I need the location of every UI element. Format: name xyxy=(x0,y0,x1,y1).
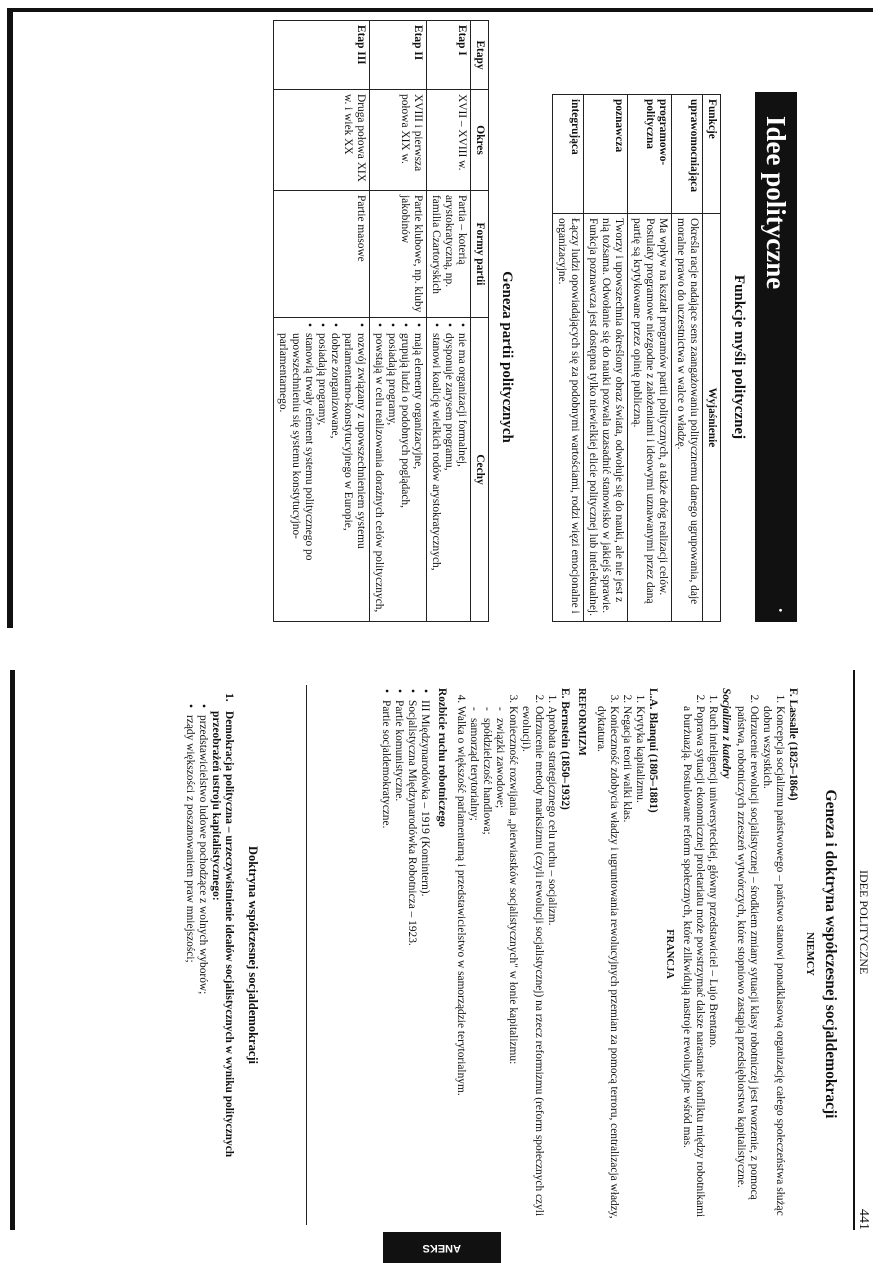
etap-formy: Partie masowe xyxy=(274,191,370,318)
doktryna-item xyxy=(209,693,235,1213)
col-header: Etapy xyxy=(471,21,489,90)
header-rule xyxy=(853,670,855,1230)
list-item: 1. Krytyka kapitalizmu. xyxy=(633,706,646,1220)
list-item: • Socjalistyczna Międzynarodówka Robotnicza – 1923. xyxy=(405,700,418,1220)
section-title-bar xyxy=(755,92,797,622)
list-item: • stanowi koalicję wielkich rodów arystokratycznych, xyxy=(429,333,442,617)
bernstein-name: E. Bernstein (1850–1932) xyxy=(559,688,571,810)
sub-list-item: • rządy większości z poszanowaniem praw mniejszości; xyxy=(183,715,196,1213)
table-header-row xyxy=(471,21,489,622)
list-item: 3. Konieczność zdobycia władzy i ugruntowania rewolucyjnych przemian za pomocą terroru, centralizacja władzy, dyktatura. xyxy=(594,706,620,1220)
list-item: • powstają w celu realizowania doraźnych celów politycznych, xyxy=(372,333,385,617)
katedry-list xyxy=(680,688,719,1220)
funkcja-text: Tworzy i upowszechnia określony obraz świata, odwołuje się do nauki, ale nie jest z nią tożsama. Odwołanie się do nauki pozwala uzasadnić stanowisko w jakiejś sprawie. Funkcja poznawcza jest dostępna tylko niewielkiej elicie politycznej lub intelektualnej. xyxy=(584,214,628,622)
table-row xyxy=(553,95,584,622)
list-item: 1. Koncepcja socjalizmu państwowego – państwo stanowi ponadklasową organizację całego społeczeństwa służąc dobru wszystkich. xyxy=(760,706,786,1220)
list-item: • Partie socjaldemokratyczne. xyxy=(379,700,392,1220)
table-header-row xyxy=(703,95,721,622)
page-number: 441 xyxy=(856,1209,871,1230)
list-item: 1. Ruch inteligencji uniwersyteckiej, główny przedstawiciel – Lujo Brentano. xyxy=(706,706,719,1220)
etap-cechy xyxy=(427,318,471,622)
list-item: • dysponuje zarysem programu, xyxy=(442,333,455,617)
funkcje-heading: Funkcje myśli politycznej xyxy=(731,274,747,440)
col-header: Wyjaśnienie xyxy=(703,214,721,622)
francja-label: FRANCJA xyxy=(664,929,675,979)
col-header: Funkcje xyxy=(703,95,721,214)
funkcja-name: programowo-polityczna xyxy=(628,95,672,214)
doktryna-heading: Doktryna współczesnej socjaldemokracji xyxy=(246,845,260,1065)
doktryna-item-number: 1. xyxy=(223,693,235,702)
bottom-rule xyxy=(7,8,13,628)
bottom-rule-right xyxy=(10,670,15,1230)
rozbicie-list xyxy=(379,688,431,1220)
niemcy-label: NIEMCY xyxy=(804,932,815,976)
table-row xyxy=(370,21,427,622)
list-item: 2. Odrzucenie metody marksizmu (czyli rewolucji socjalistycznej) na rzecz reformizmu (reform społecznych czyli ewolucji). xyxy=(519,706,545,1220)
etap-formy: Partie klubowe, np. kluby jakobinów xyxy=(370,191,427,318)
list-item xyxy=(467,706,519,1220)
list-item: 2. Odrzucenie rewolucji socjalistycznej – środkiem zmiany sytuacji klasy robotniczej jest tworzenie, z pomocą państwa, robotniczych zrzeszeń wytwórczych, które stopniowo zastąpią przedsiębiorstwa kapitalistyczne. xyxy=(734,706,760,1220)
doktryna-box xyxy=(3,685,307,1225)
rozbicie-label: Rozbicie ruchu robotniczego xyxy=(436,688,448,827)
etap-okres: Druga połowa XIX w. i wiek XX xyxy=(274,90,370,191)
table-row xyxy=(672,95,703,622)
list-item: • stanowią trwały element systemu politycznego po upowszechnieniu się systemu konstytucyjno-parlamentarnego. xyxy=(276,333,315,617)
doktryna-item-text: Demokracja polityczna – urzeczywistnienie ideałów socjalistycznych w wyniku politycznych przeobrażeń ustroju kapitalistycznego: xyxy=(210,711,235,1158)
sub-list-item: - spółdzielczość handlowa; xyxy=(480,718,493,1220)
bullet-mark-icon: • xyxy=(774,608,785,612)
geneza-table xyxy=(273,20,489,622)
doktryna-sublist xyxy=(183,703,209,1213)
list-item: • nie ma organizacji formalnej, xyxy=(455,333,468,617)
etap-cechy xyxy=(274,318,370,622)
funkcja-name: poznawcza xyxy=(584,95,628,214)
lassalle-list xyxy=(734,688,786,1220)
funkcja-text: Określa racje nadające sens zaangażowaniu politycznemu danego ugrupowania, daje moralne prawo do uczestnictwa w walce o władzę. xyxy=(672,214,703,622)
table-row xyxy=(628,95,672,622)
col-header: Cechy xyxy=(471,318,489,622)
table-row xyxy=(274,21,370,622)
list-item: • mają elementy organizacyjne, xyxy=(411,333,424,617)
etap-formy: Partia – koterią arystokratyczną, np. familia Czartoryskich xyxy=(427,191,471,318)
etap-okres: XVII – XVIII w. xyxy=(427,90,471,191)
blanqui-list xyxy=(594,688,646,1220)
katedry-label: Socjalizm z katedry xyxy=(720,688,732,779)
list-item: • rozwój związany z upowszechnieniem systemu parlamentarno-konstytucyjnego w Europie, xyxy=(341,333,367,617)
etap-cechy xyxy=(370,318,427,622)
running-header xyxy=(856,670,871,1230)
etap-label: Etap II xyxy=(370,21,427,90)
funkcja-text: Łączy ludzi opowiadających się za podobnymi wartościami, rodzi więzi emocjonalne i organizacyjne. xyxy=(553,214,584,622)
list-item: • posiadają programy, xyxy=(385,333,398,617)
col-header: Formy partii xyxy=(471,191,489,318)
col-header: Okres xyxy=(471,90,489,191)
list-item: 2. Negacja teorii walki klas. xyxy=(620,706,633,1220)
sub-list xyxy=(467,706,506,1220)
funkcje-table xyxy=(552,94,721,622)
left-margin-rule xyxy=(13,8,873,12)
geneza-heading: Geneza partii politycznych xyxy=(499,271,515,443)
list-item-text: Konieczność rozwijania „pierwiastków socjalistycznych" w łonie kapitalizmu: xyxy=(507,706,519,1065)
section-title: Idee polityczne xyxy=(761,116,791,290)
etap-okres: XVIII i pierwsza połowa XIX w. xyxy=(370,90,427,191)
list-item: 4. Walka o większość parlamentarną i przedstawicielstwo w samorządzie terytorialnym. xyxy=(454,706,467,1220)
bernstein-list xyxy=(454,688,558,1220)
table-row xyxy=(584,95,628,622)
sub-list-item: - samorząd terytorialny; xyxy=(467,718,480,1220)
etap-label: Etap III xyxy=(274,21,370,90)
running-header-title: IDEE POLITYCZNE xyxy=(857,870,871,975)
blanqui-name: L.A. Blanqui (1805–1881) xyxy=(647,688,659,813)
list-item: • Partie komunistyczne. xyxy=(392,700,405,1220)
list-item: • III Międzynarodówka – 1919 (Komintern). xyxy=(418,700,431,1220)
etap-label: Etap I xyxy=(427,21,471,90)
reformizm-label: REFORMIZM xyxy=(576,688,587,756)
list-item: 1. Aprobata strategicznego celu ruchu – socjalizm. xyxy=(545,706,558,1220)
socjaldemokracja-heading: Geneza i doktryna współczesnej socjaldemokracji xyxy=(822,789,839,1119)
lassalle-name: F. Lassalle (1825–1864) xyxy=(787,688,799,801)
funkcja-text: Ma wpływ na kształt programów partii politycznych, a także dróg realizacji celów. Postulaty programowe niezgodne z założeniami i ideowymi uznawanymi przez daną partię są krytykowane przez opinię publiczną. xyxy=(628,214,672,622)
list-item: • grupują ludzi o podobnych poglądach, xyxy=(398,333,411,617)
funkcja-name: integrująca xyxy=(553,95,584,214)
list-item: • dobrze zorganizowane, xyxy=(328,333,341,617)
sub-list-item: • przedstawicielstwo ludowe pochodzące z wolnych wyborów; xyxy=(196,715,209,1213)
aneks-tab: ANEKS xyxy=(383,1232,501,1263)
table-row xyxy=(427,21,471,622)
funkcja-name: uprawomocniająca xyxy=(672,95,703,214)
list-item: 2. Poprawa sytuacji ekonomicznej proletariatu może powstrzymać dalsze narastanie konfliktu między robotnikami a burżuazją. Postulowane reform społecznych, które zlikwidują nastroje rewolucyjne wśród mas. xyxy=(680,706,706,1220)
sub-list-item: - związki zawodowe; xyxy=(493,718,506,1220)
socjaldemokracja-content xyxy=(379,688,837,1220)
list-item: • posiadają programy, xyxy=(315,333,328,617)
